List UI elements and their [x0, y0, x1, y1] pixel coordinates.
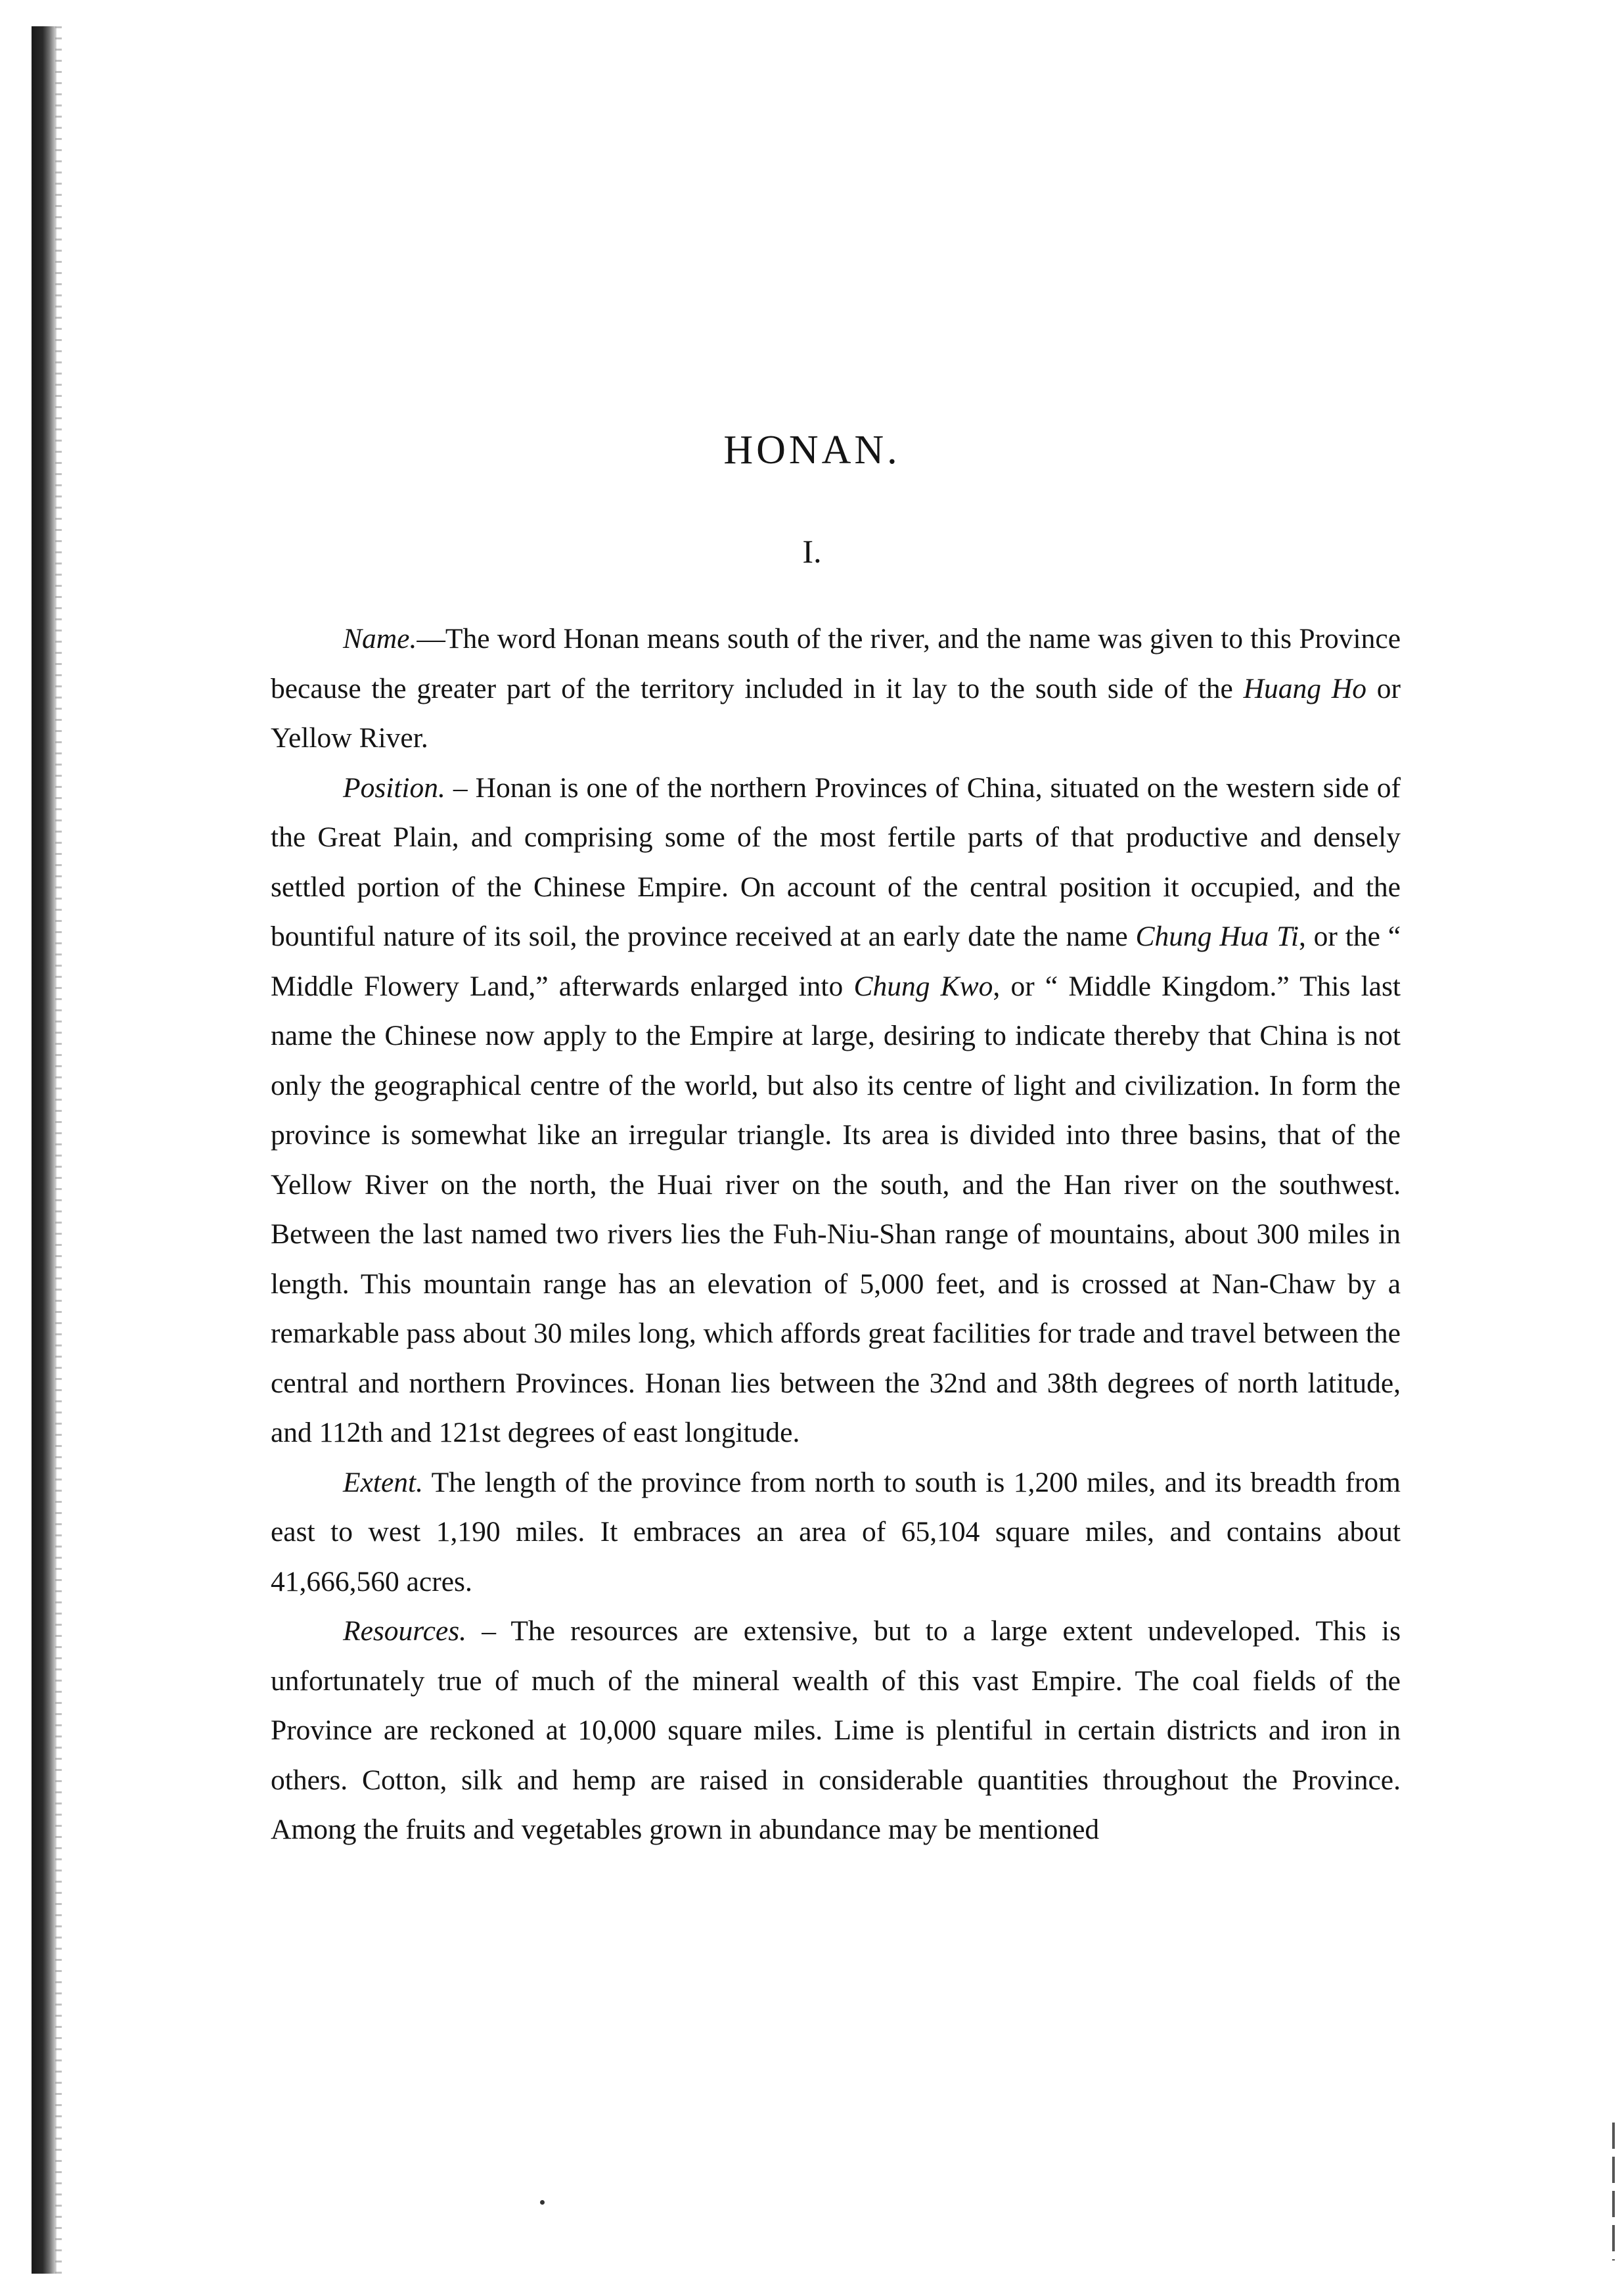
paragraph-text: , or “ Middle Kingdom.” This last name the Chinese now apply to the Empire at large, desiring to indicate thereby that China is not only the geographical centre of the world, but also its centre of light and civilization. In form the province is somewhat like an irregular triangle. Its area is divided into three basins, that of the Yellow River on the north, the Huai river on the south, and the Han river on the southwest. Between the last named two rivers lies the Fuh-Niu-Shan range of mountains, about 300 miles in length. This mountain range has an elevation of 5,000 feet, and is crossed at Nan-Chaw by a remarkable pass about 30 miles long, which affords great facilities for trade and travel between the central and northern Provinces. Honan lies between the 32nd and 38th degrees of north latitude, and 112th and 121st degrees of east longitude. [271, 970, 1401, 1448]
italic-term: Chung Hua Ti [1135, 921, 1299, 952]
paragraph-separator: – [445, 771, 476, 804]
section-number: I. [802, 533, 822, 570]
print-speck [540, 2200, 545, 2205]
page-edge-marks [1612, 2123, 1615, 2261]
body-text [271, 614, 1401, 1855]
paragraph-lead: Name. [343, 623, 417, 654]
paragraph-separator [423, 1467, 432, 1498]
italic-term: Huang Ho [1243, 672, 1366, 704]
paragraph-text: The resources are extensive, but to a large extent undeveloped. This is unfortunately true of much of the mineral wealth of this vast Empire. The coal fields of the Province are reckoned at 10,000 square miles. Lime is plentiful in certain districts and iron in others. Cotton, silk and hemp are raised in considerable quantities throughout the Province. Among the fruits and vegetables grown in abundance may be mentioned [271, 1615, 1401, 1845]
page-title: HONAN. [723, 428, 901, 472]
paragraph-separator: — [417, 623, 445, 654]
paragraph [271, 1607, 1401, 1855]
paragraph-lead: Extent. [343, 1466, 423, 1498]
paragraph-lead: Resources. [343, 1615, 467, 1647]
book-binding-edge [32, 26, 56, 2274]
paragraph [271, 1458, 1401, 1607]
paragraph-lead: Position. [343, 771, 445, 804]
paragraph-text: The length of the province from north to south is 1,200 miles, and its breadth from east to west 1,190 miles. It embraces an area of 65,104 square miles, and contains about 41,666,560 acres. [271, 1466, 1401, 1597]
paragraph-text: The word Honan means south of the river, and the name was given to this Province because the greater part of the territory included in it lay to the south side of the [271, 623, 1401, 704]
paragraph-separator: – [466, 1615, 511, 1647]
italic-term: Chung Kwo [853, 970, 993, 1002]
paragraph-text: , or the “ Middle Flowery Land,” afterwards enlarged into [271, 921, 1401, 1002]
paragraph [271, 764, 1401, 1458]
paragraph-text: or Yellow River. [271, 672, 1401, 754]
paragraph [271, 614, 1401, 764]
book-binding-texture [55, 26, 62, 2274]
paragraph-text: Honan is one of the northern Provinces of China, situated on the western side of the Great Plain, and comprising some of the most fertile parts of that productive and densely settled portion of the Chinese Empire. On account of the central position it occupied, and the bountiful nature of its soil, the province received at an early date the name [271, 771, 1401, 952]
